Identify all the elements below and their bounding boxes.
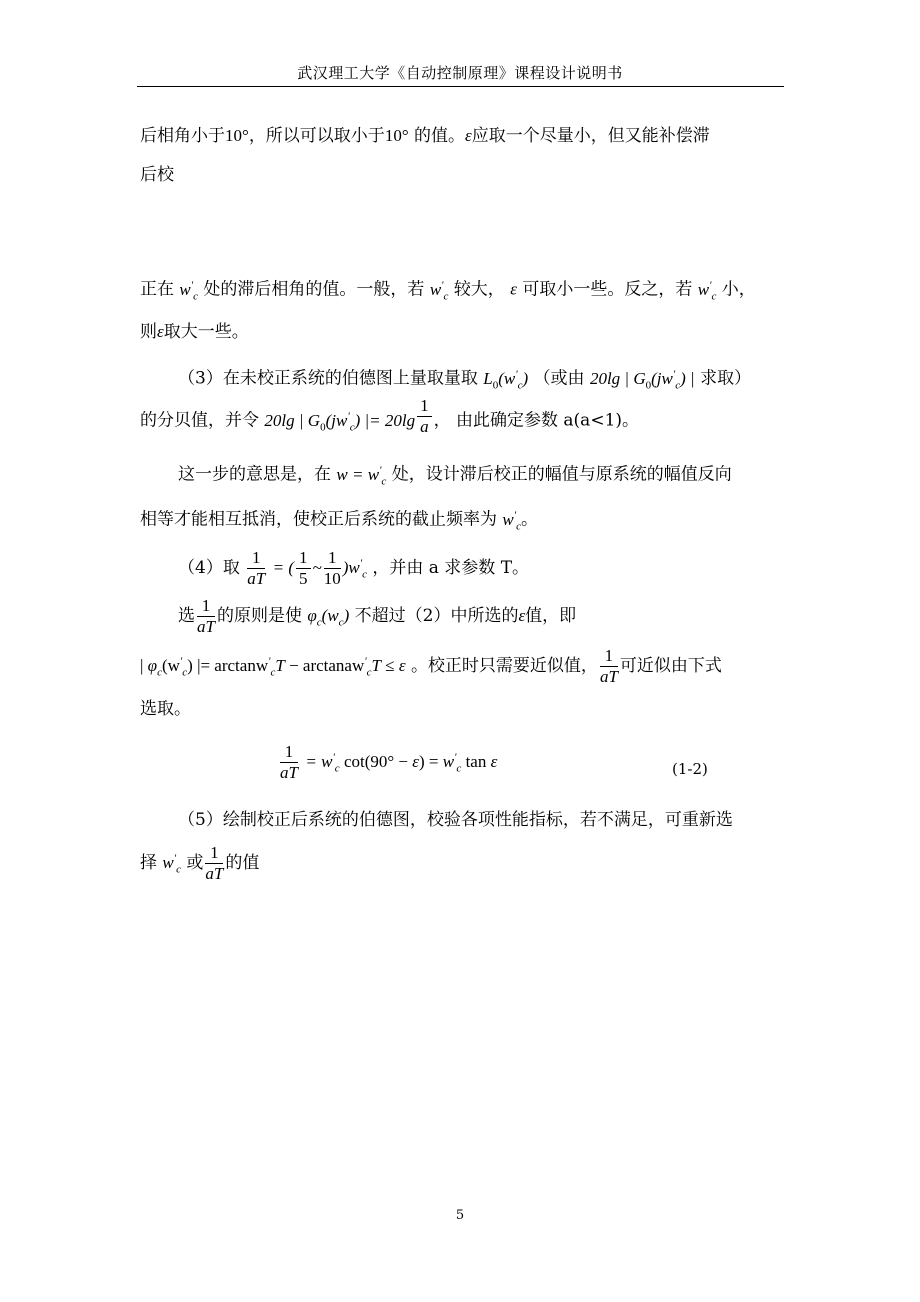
math-wc: $w'_c$ bbox=[697, 279, 717, 303]
text-run: 小， bbox=[721, 279, 756, 300]
math-L0: $L_0(w'_c)$ bbox=[483, 368, 529, 392]
math-phi: $\varphi_c(w_c)$ bbox=[307, 606, 350, 629]
page-number: 5 bbox=[455, 1208, 465, 1223]
text-run: 由此确定参数 a(a<1)。 bbox=[456, 410, 640, 431]
text-run: 10° bbox=[225, 126, 249, 145]
text-run: 或 bbox=[186, 853, 204, 873]
text-run: 的值 bbox=[225, 853, 260, 873]
page-header: 武汉理工大学《自动控制原理》课程设计说明书 bbox=[297, 64, 623, 82]
text-run: 这一步的意思是，在 bbox=[178, 464, 331, 485]
text-run: 后相角小于 bbox=[140, 126, 225, 146]
paragraph-line bbox=[178, 362, 751, 397]
paragraph-line bbox=[178, 458, 732, 493]
fraction: $\frac{1}{5}$ bbox=[296, 548, 311, 589]
fraction: $\frac{1}{10}$ bbox=[323, 548, 341, 588]
fraction: $\frac{1}{aT}$ bbox=[247, 548, 266, 588]
math-symbol: ε bbox=[465, 126, 472, 145]
math-wc: $w'_c$ bbox=[179, 279, 198, 303]
text-run: 处的滞后相角的值。一般，若 bbox=[203, 279, 425, 300]
paragraph-line bbox=[178, 808, 733, 832]
fraction: $\frac{1}{a}$ bbox=[417, 396, 432, 437]
fraction: $\frac{1}{aT}$ bbox=[197, 596, 215, 636]
paragraph-line bbox=[140, 646, 722, 687]
text-run: 后校 bbox=[140, 165, 174, 185]
math-wc: $w'_c$ bbox=[502, 509, 521, 533]
text-run: 正在 bbox=[140, 279, 174, 300]
paragraph-line: （4）取 $\frac{1}{aT}$ = ( $\frac{1}{5}$ ~ $\frac{1}{10}$ )$w'_c$ ，并由 a 求参数 T。 bbox=[178, 548, 530, 588]
math-symbol: ε bbox=[510, 279, 517, 299]
math-equation: 20lg | $G_0(jw'_c)$ |= 20lg bbox=[264, 410, 416, 434]
header-rule bbox=[137, 86, 784, 87]
text-run: 取大一些。 bbox=[163, 322, 249, 342]
text-run: 则 bbox=[140, 322, 157, 342]
text-run: 的原则是使 bbox=[216, 606, 302, 626]
paragraph-line bbox=[140, 124, 710, 148]
text-run: 应取一个尽量小，但又能补偿滞 bbox=[471, 126, 710, 146]
text-run: ，所以可以取小于 bbox=[248, 126, 385, 146]
text-run: 选取。 bbox=[140, 699, 191, 719]
paragraph-line: 的分贝值，并令 20lg | $G_0(jw'_c)$ |= 20lg $\frac{1}{a}$ ， 由此确定参数 a(a<1)。 bbox=[140, 395, 640, 436]
fraction: $\frac{1}{aT}$ bbox=[205, 843, 224, 883]
fraction: $\frac{1}{aT}$ bbox=[599, 646, 618, 686]
text-run: 相等才能相互抵消，使校正后系统的截止频率为 bbox=[140, 509, 497, 530]
text-run: 选 bbox=[178, 606, 195, 626]
paragraph-line bbox=[140, 163, 174, 187]
text-run: 可取小一些。反之，若 bbox=[522, 279, 693, 300]
paragraph-line bbox=[140, 697, 191, 721]
text-run: 。校正时只需要近似值， bbox=[410, 656, 598, 676]
text-run: 不超过（2）中所选的 bbox=[354, 606, 519, 626]
text-run: ，并由 a 求参数 T。 bbox=[372, 558, 530, 578]
text-run: 的分贝值，并令 bbox=[140, 410, 259, 431]
text-run: 择 bbox=[140, 853, 157, 873]
text-run: 处，设计滞后校正的幅值与原系统的幅值反向 bbox=[391, 464, 732, 485]
text-run: 10° bbox=[384, 126, 409, 145]
text-run: 的值。 bbox=[408, 126, 466, 146]
text-run: （3）在未校正系统的伯德图上量取量取 bbox=[178, 368, 478, 389]
math-symbol: ε bbox=[518, 606, 526, 625]
text-run: 。 bbox=[521, 509, 538, 530]
text-run: （或由 bbox=[533, 368, 585, 389]
math-w-eq-wc: $w = w'_c$ bbox=[336, 464, 387, 488]
display-equation: $\frac{1}{aT}$ = $w'_c$ $\cot(90^\circ - \varepsilon) = w'_c$ tan ε bbox=[280, 742, 498, 782]
text-run: 可近似由下式 bbox=[619, 656, 722, 676]
text-run: 求取） bbox=[700, 368, 752, 389]
paragraph-line bbox=[140, 503, 538, 538]
fraction: $\frac{1}{aT}$ bbox=[280, 742, 298, 782]
text-run: 较大， bbox=[453, 279, 505, 300]
paragraph-line bbox=[140, 320, 249, 344]
equation-number: (1-2) bbox=[672, 760, 708, 778]
text-run: 值，即 bbox=[525, 606, 577, 626]
math-symbol: ε bbox=[157, 322, 164, 341]
paragraph-line bbox=[140, 843, 259, 884]
math-inequality: | $\varphi_c(w'_c)$ |= arctanw'$_c$T − arctanaw'$_c$T ≤ ε bbox=[140, 655, 406, 679]
text-run: （5）绘制校正后系统的伯德图，校验各项性能指标，若不满足，可重新选 bbox=[178, 810, 733, 830]
paragraph-line bbox=[140, 273, 756, 308]
math-expr: = ( bbox=[272, 558, 294, 577]
math-wc: $w'_c$ bbox=[429, 279, 449, 303]
math-20lg: 20lg | $G_0(jw'_c)$ | bbox=[589, 368, 695, 392]
math-wc: $w'_c$ bbox=[162, 852, 181, 876]
paragraph-line bbox=[178, 596, 576, 637]
text-run: （4）取 bbox=[178, 558, 240, 578]
